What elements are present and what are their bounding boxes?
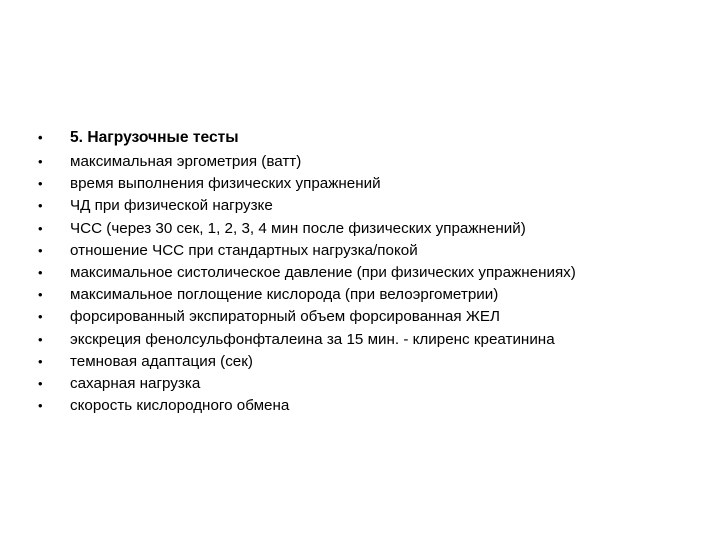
bullet-mark: • xyxy=(38,220,43,236)
bullet-item xyxy=(38,306,708,328)
bullet-item xyxy=(38,218,708,240)
bullet-mark: • xyxy=(38,331,43,347)
bullet-item xyxy=(38,351,708,373)
bullet-item xyxy=(38,373,708,395)
bullet-mark: • xyxy=(38,198,43,214)
bullet-text: сахарная нагрузка xyxy=(70,374,201,392)
bullet-mark: • xyxy=(38,130,43,145)
bullet-text: темновая адаптация (сек) xyxy=(70,352,253,370)
bullet-item xyxy=(38,151,708,173)
bullet-heading xyxy=(38,124,708,151)
bullet-text: скорость кислородного обмена xyxy=(70,397,290,415)
bullet-text: отношение ЧСС при стандартных нагрузка/покой xyxy=(70,241,418,259)
bullet-text: время выполнения физических упражнений xyxy=(70,175,381,193)
bullet-text: экскреция фенолсульфонфталеина за 15 мин. - клиренс креатинина xyxy=(70,330,555,348)
bullet-item xyxy=(38,329,708,351)
bullet-item xyxy=(38,262,708,284)
bullet-mark: • xyxy=(38,264,43,280)
bullet-item xyxy=(38,284,708,306)
bullet-mark: • xyxy=(38,154,43,169)
bullet-mark: • xyxy=(38,287,43,303)
bullet-mark: • xyxy=(38,176,43,192)
bullet-text: ЧД при физической нагрузке xyxy=(70,197,273,215)
bullet-item xyxy=(38,173,708,195)
bullet-list xyxy=(38,124,708,417)
bullet-text: ЧСС (через 30 сек, 1, 2, 3, 4 мин после физических упражнений) xyxy=(70,219,526,237)
bullet-mark: • xyxy=(38,398,43,414)
bullet-item xyxy=(38,240,708,262)
bullet-text: максимальное систолическое давление (при физических упражнениях) xyxy=(70,263,576,281)
bullet-text: форсированный экспираторный объем форсированная ЖЕЛ xyxy=(70,308,500,326)
bullet-text: максимальное поглощение кислорода (при велоэргометрии) xyxy=(70,286,499,304)
bullet-text: максимальная эргометрия (ватт) xyxy=(70,153,302,170)
slide-heading: 5. Нагрузочные тесты xyxy=(70,129,239,146)
bullet-mark: • xyxy=(38,309,43,325)
bullet-mark: • xyxy=(38,242,43,258)
bullet-mark: • xyxy=(38,353,43,369)
bullet-item xyxy=(38,395,708,417)
bullet-mark: • xyxy=(38,375,43,391)
bullet-item xyxy=(38,195,708,217)
